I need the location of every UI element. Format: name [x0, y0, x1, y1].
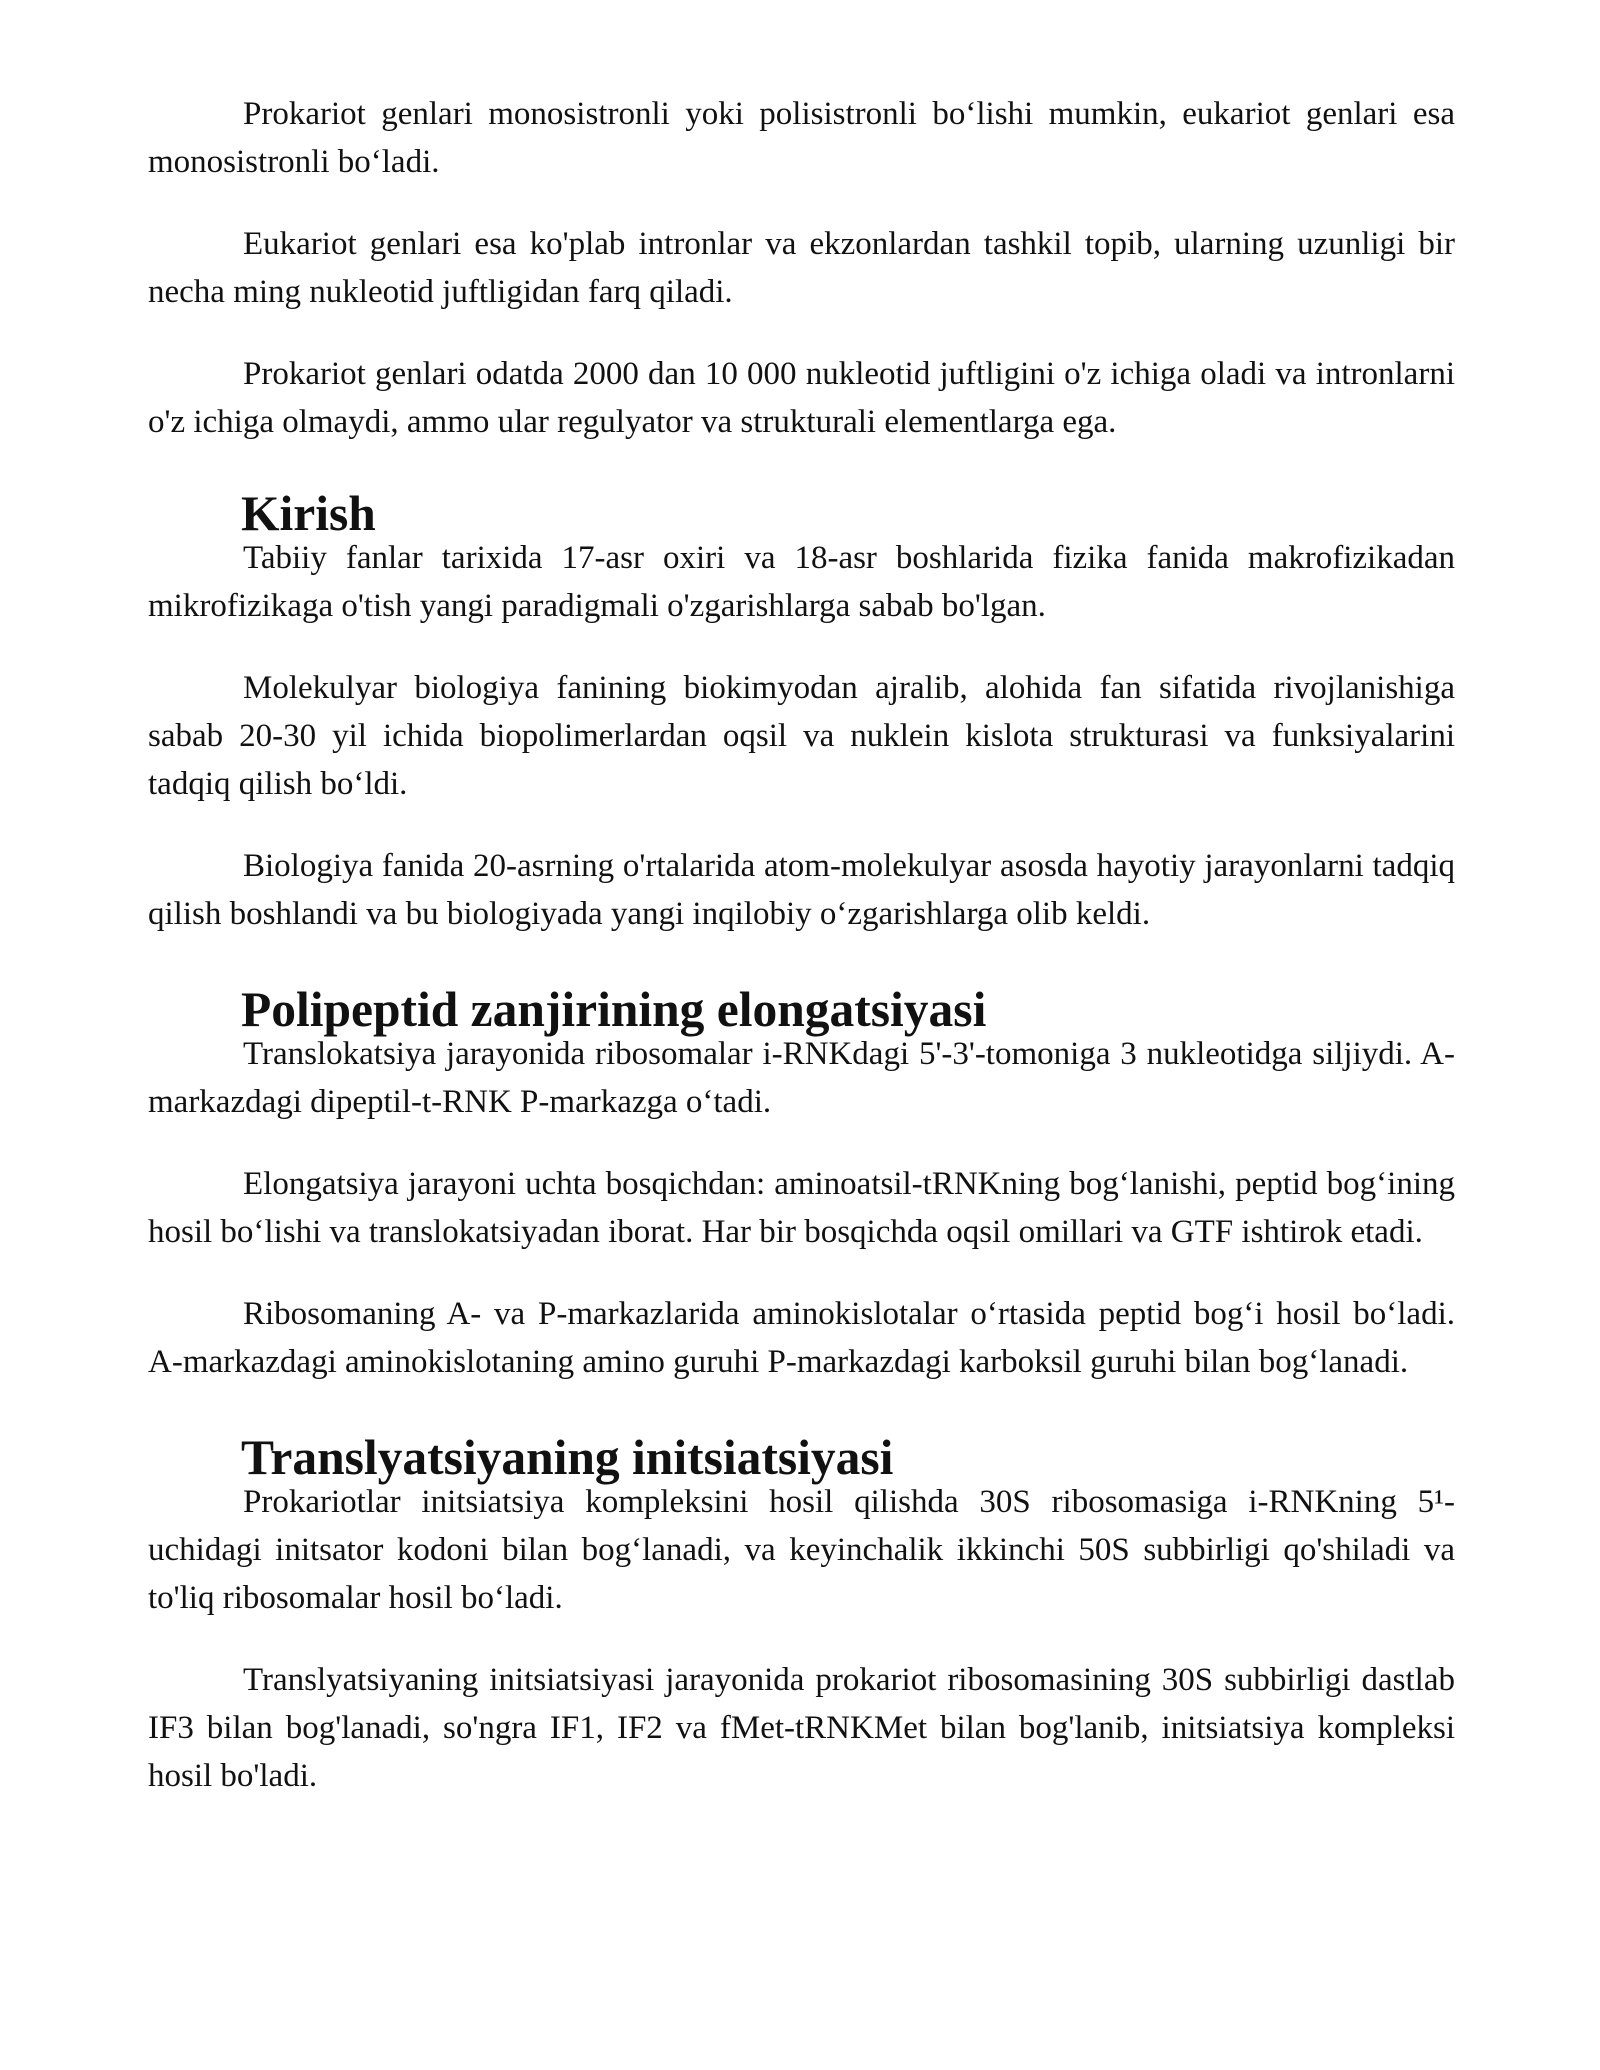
paragraph-eukaryote-genes-introns: Eukariot genlari esa ko'plab intronlar va ekzonlardan tashkil topib, ularning uzunligi bir necha ming nukleotid juftligidan farq qiladi. — [148, 226, 1455, 310]
paragraph-initiation-factors: Translyatsiyaning initsiatsiyasi jarayonida prokariot ribosomasining 30S subbirligi dastlab IF3 bilan bog'lanadi, so'ngra IF1, IF2 va fMet-tRNKMet bilan bog'lanib, initsiatsiya kompleksi hosil bo'ladi. — [148, 1662, 1455, 1794]
paragraph-prokaryote-genes-length: Prokariot genlari odatda 2000 dan 10 000 nukleotid juftligini o'z ichiga oladi va intronlarni o'z ichiga olmaydi, ammo ular regulyator va strukturali elementlarga ega. — [148, 356, 1455, 440]
section-heading-kirish: Kirish — [241, 486, 376, 541]
document-page — [148, 90, 1455, 1800]
paragraph-kirish-molecular-biology: Molekulyar biologiya fanining biokimyodan ajralib, alohida fan sifatida rivojlanishiga sabab 20-30 yil ichida biopolimerlardan oqsil va nuklein kislota strukturasi va funksiyalarini tadqiq qilish bo‘ldi. — [148, 670, 1455, 802]
paragraph-kirish-biology-revolution: Biologiya fanida 20-asrning o'rtalarida atom-molekulyar asosda hayotiy jarayonlarni tadqiq qilish boshlandi va bu biologiyada yangi inqilobiy o‘zgarishlarga olib keldi. — [148, 848, 1455, 932]
paragraph-initiation-complex: Prokariotlar initsiatsiya kompleksini hosil qilishda 30S ribosomasiga i-RNKning 5¹-uchidagi initsator kodoni bilan bog‘lanadi, va keyinchalik ikkinchi 50S subbirligi qo'shiladi va to'liq ribosomalar hosil bo‘ladi. — [148, 1484, 1455, 1616]
paragraph-elongation-stages: Elongatsiya jarayoni uchta bosqichdan: aminoatsil-tRNKning bog‘lanishi, peptid bog‘ining hosil bo‘lishi va translokatsiyadan iborat. Har bir bosqichda oqsil omillari va GTF ishtirok etadi. — [148, 1166, 1455, 1250]
section-heading-initiation: Translyatsiyaning initsiatsiyasi — [241, 1430, 894, 1485]
paragraph-elongation-peptide-bond: Ribosomaning A- va P-markazlarida aminokislotalar o‘rtasida peptid bog‘i hosil bo‘ladi. A-markazdagi aminokislotaning amino guruhi P-markazdagi karboksil guruhi bilan bog‘lanadi. — [148, 1296, 1455, 1380]
paragraph-prokaryote-genes-sistronic: Prokariot genlari monosistronli yoki polisistronli bo‘lishi mumkin, eukariot genlari esa monosistronli bo‘ladi. — [148, 96, 1455, 180]
section-heading-elongation: Polipeptid zanjirining elongatsiyasi — [241, 982, 987, 1037]
paragraph-elongation-translocation: Translokatsiya jarayonida ribosomalar i-RNKdagi 5'-3'-tomoniga 3 nukleotidga siljiydi. A-markazdagi dipeptil-t-RNK P-markazga o‘tadi. — [148, 1036, 1455, 1120]
paragraph-kirish-history: Tabiiy fanlar tarixida 17-asr oxiri va 18-asr boshlarida fizika fanida makrofizikadan mikrofizikaga o'tish yangi paradigmali o'zgarishlarga sabab bo'lgan. — [148, 540, 1455, 624]
